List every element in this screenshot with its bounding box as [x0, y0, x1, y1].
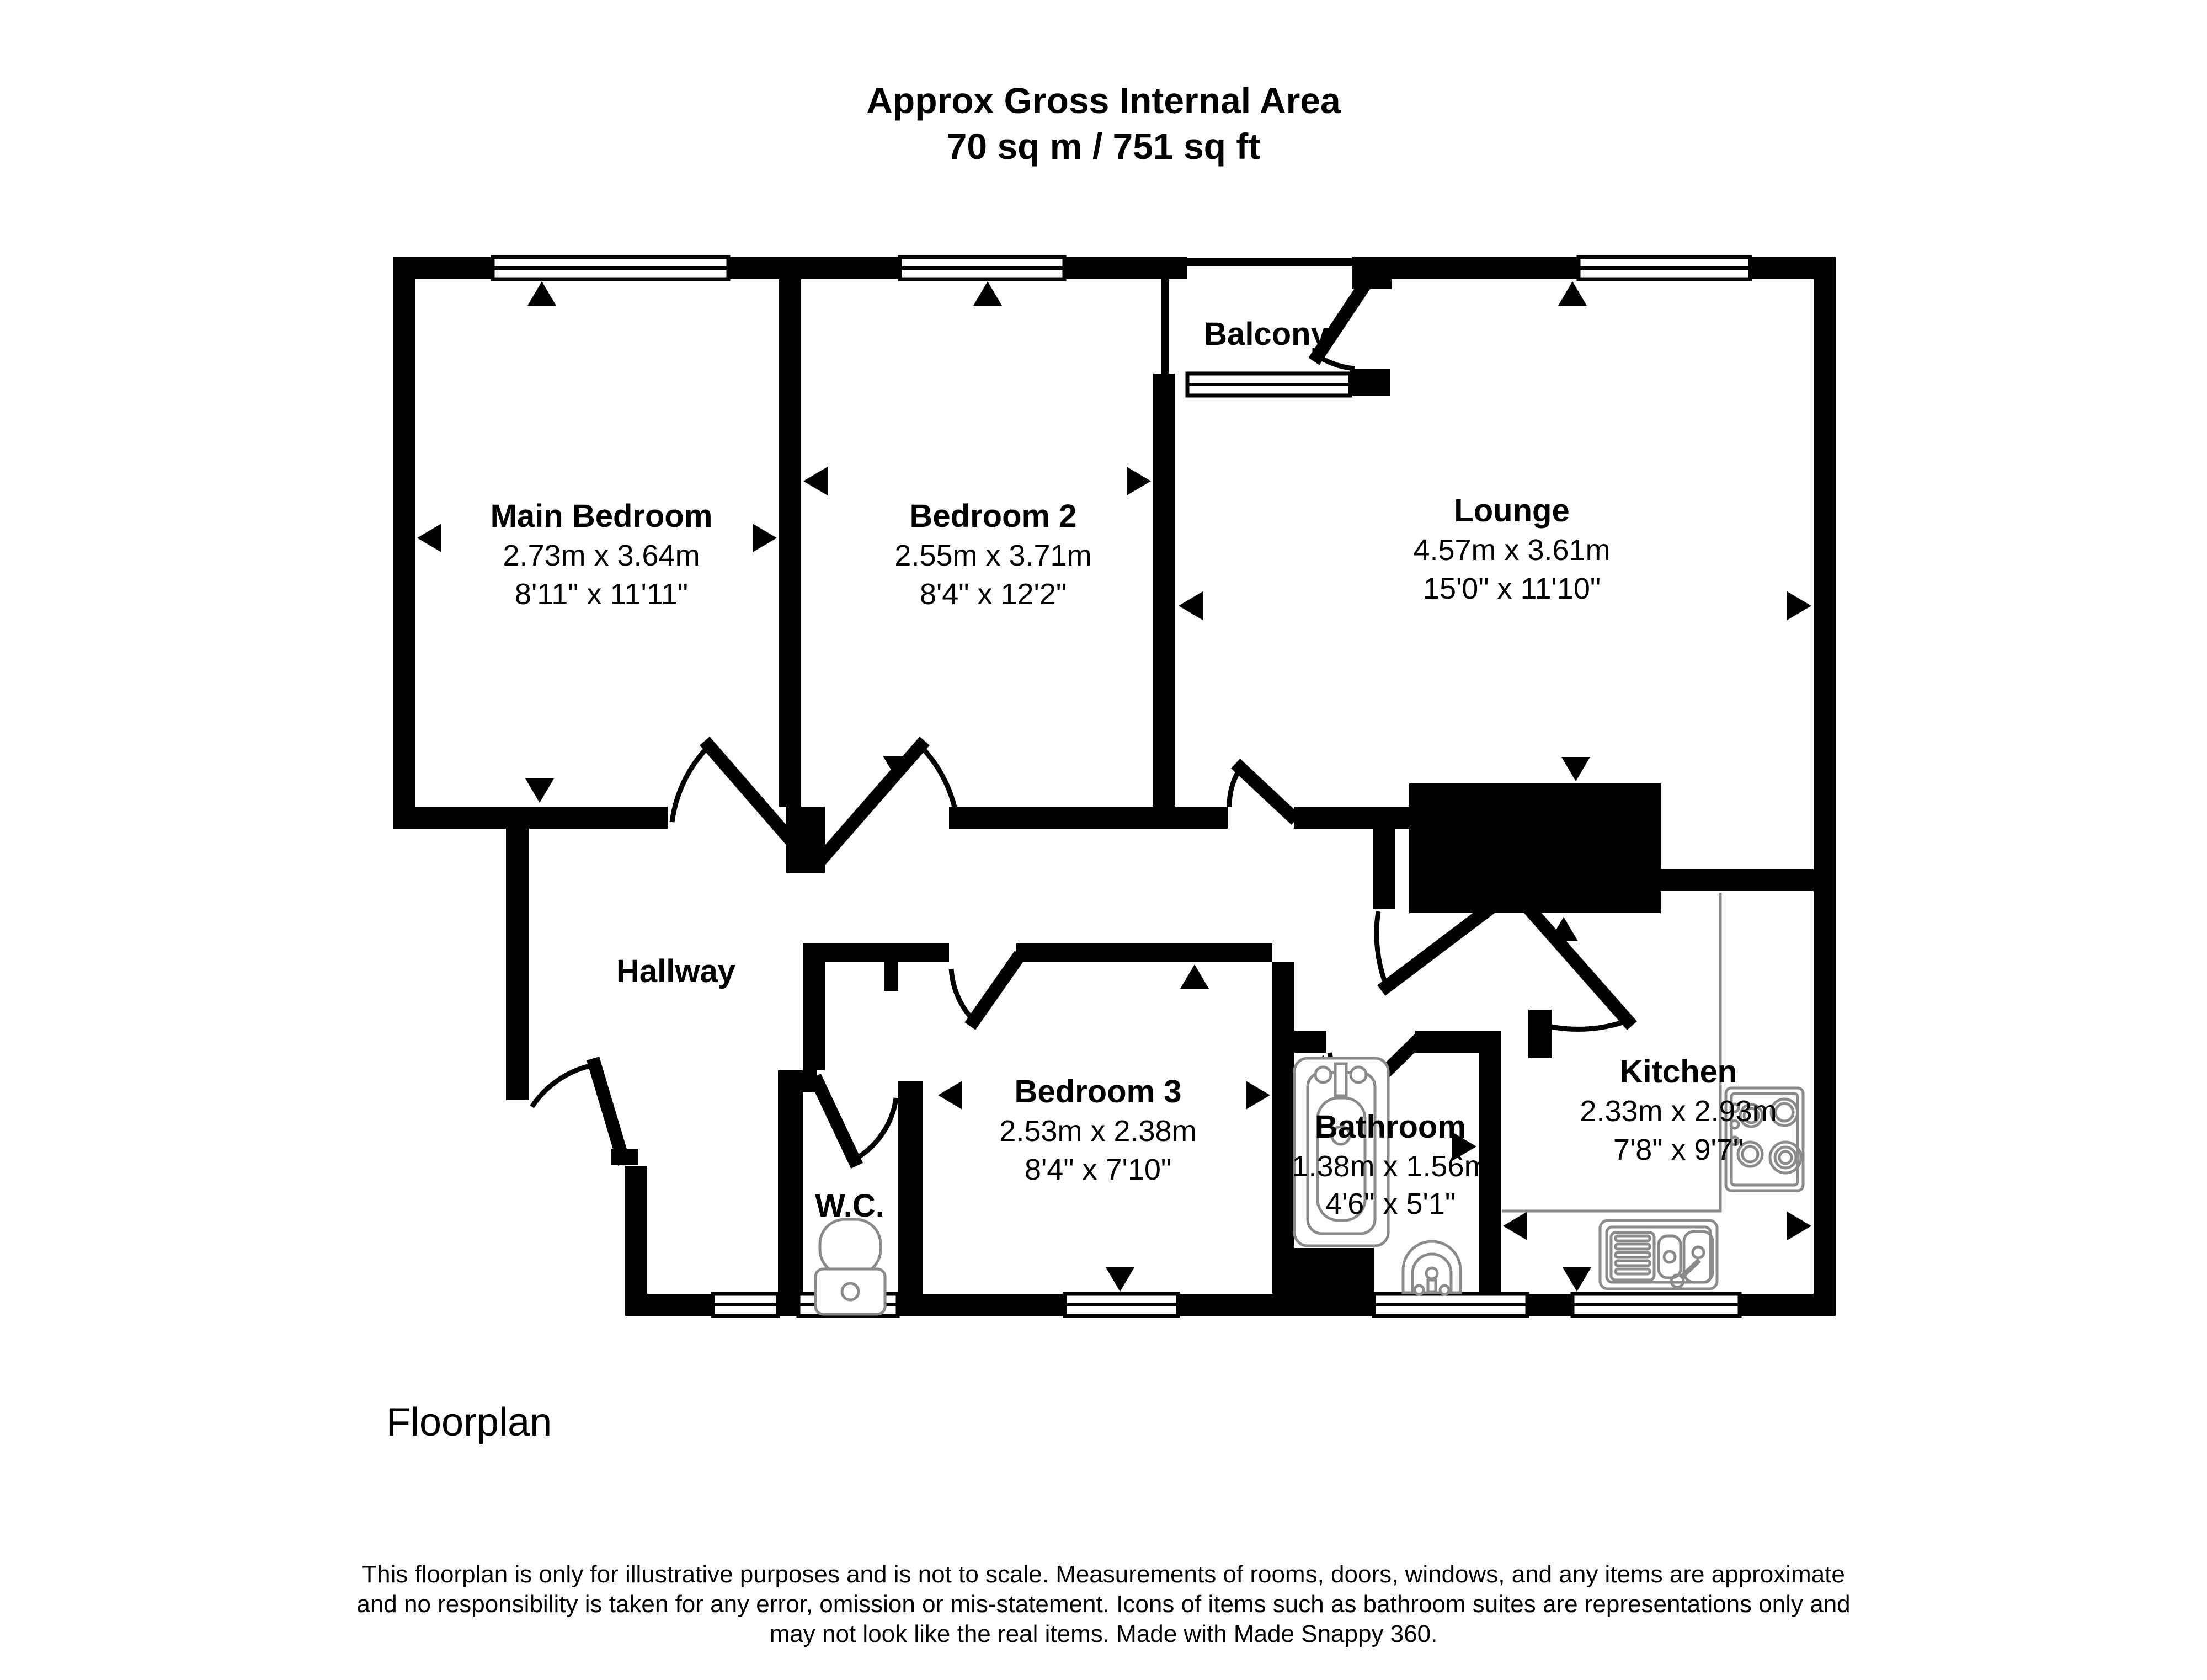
disclaimer-line2: and no responsibility is taken for any error, omission or mis-statement. Icons of items such as bathroom suites are representations only and [356, 1591, 1851, 1618]
room-dim-metric: 2.53m x 2.38m [999, 1114, 1197, 1148]
arrow-right-icon [753, 524, 777, 552]
room-label-bedroom-3: Bedroom 3 [1014, 1074, 1182, 1110]
room-label-hallway: Hallway [616, 953, 735, 989]
arrow-down-icon [1563, 1267, 1591, 1292]
room-label-bathroom: Bathroom [1315, 1109, 1466, 1145]
arrow-right-icon [1246, 1081, 1270, 1110]
arrow-left-icon [1503, 1212, 1527, 1240]
room-label-main-bedroom: Main Bedroom [490, 498, 713, 534]
arrow-up-icon [1558, 281, 1587, 306]
window [900, 257, 1064, 279]
room-label-kitchen: Kitchen [1619, 1054, 1737, 1090]
balcony-rail-left [1161, 258, 1169, 375]
balcony-rail-top [1161, 258, 1361, 266]
sink-icon [1600, 1220, 1717, 1289]
room-dim-metric: 2.55m x 3.71m [894, 539, 1092, 572]
door-bedroom-3 [951, 960, 1016, 1021]
window [1572, 1294, 1740, 1316]
room-label-wc: W.C. [815, 1188, 884, 1224]
arrow-right-icon [1127, 467, 1151, 495]
room-dim-imperial: 7'8" x 9'7" [1613, 1133, 1744, 1166]
window [1374, 1294, 1527, 1316]
arrow-up-icon [973, 281, 1002, 306]
floorplan-caption: Floorplan [386, 1400, 552, 1444]
arrow-right-icon [1787, 1212, 1811, 1240]
room-dim-imperial: 8'11" x 11'11" [514, 578, 689, 611]
arrow-left-icon [1179, 591, 1203, 620]
page-title-line1: Approx Gross Internal Area [866, 80, 1341, 121]
arrow-left-icon [417, 524, 441, 552]
door-lounge [1229, 768, 1291, 815]
arrow-right-icon [1787, 591, 1811, 620]
doors [532, 288, 1628, 1160]
room-label-lounge: Lounge [1454, 493, 1570, 529]
arrow-down-icon [525, 778, 554, 803]
arrow-left-icon [803, 467, 828, 495]
arrow-down-icon [1561, 757, 1590, 781]
arrow-up-icon [1180, 964, 1209, 989]
arrow-down-icon [1106, 1267, 1134, 1292]
room-label-balcony: Balcony [1204, 316, 1329, 352]
room-dim-imperial: 4'6" x 5'1" [1325, 1187, 1456, 1220]
window [1065, 1294, 1178, 1316]
window [1579, 257, 1750, 279]
arrow-up-icon [527, 281, 556, 306]
room-dim-metric: 2.33m x 2.93m [1580, 1095, 1777, 1128]
arrow-left-icon [938, 1081, 962, 1110]
room-dim-imperial: 8'4" x 7'10" [1024, 1153, 1172, 1186]
disclaimer-line1: This floorplan is only for illustrative purposes and is not to scale. Measurements of rooms, doors, windows, and any items are approximate [362, 1561, 1845, 1588]
door-entrance [532, 1065, 622, 1158]
window [1187, 374, 1350, 396]
disclaimer-line3: may not look like the real items. Made with Made Snappy 360. [769, 1620, 1438, 1647]
window [493, 257, 728, 279]
basin-icon [1403, 1241, 1460, 1294]
room-dim-metric: 4.57m x 3.61m [1413, 534, 1611, 567]
window [713, 1294, 778, 1316]
room-dim-imperial: 15'0" x 11'10" [1422, 572, 1601, 605]
room-dim-imperial: 8'4" x 12'2" [919, 578, 1067, 611]
room-dim-metric: 1.38m x 1.56m [1292, 1150, 1489, 1183]
room-dim-metric: 2.73m x 3.64m [503, 539, 700, 572]
door-wc [818, 1082, 896, 1160]
page-title-line2: 70 sq m / 751 sq ft [946, 126, 1261, 167]
room-label-bedroom-2: Bedroom 2 [909, 498, 1077, 534]
toilet-icon [815, 1219, 885, 1314]
